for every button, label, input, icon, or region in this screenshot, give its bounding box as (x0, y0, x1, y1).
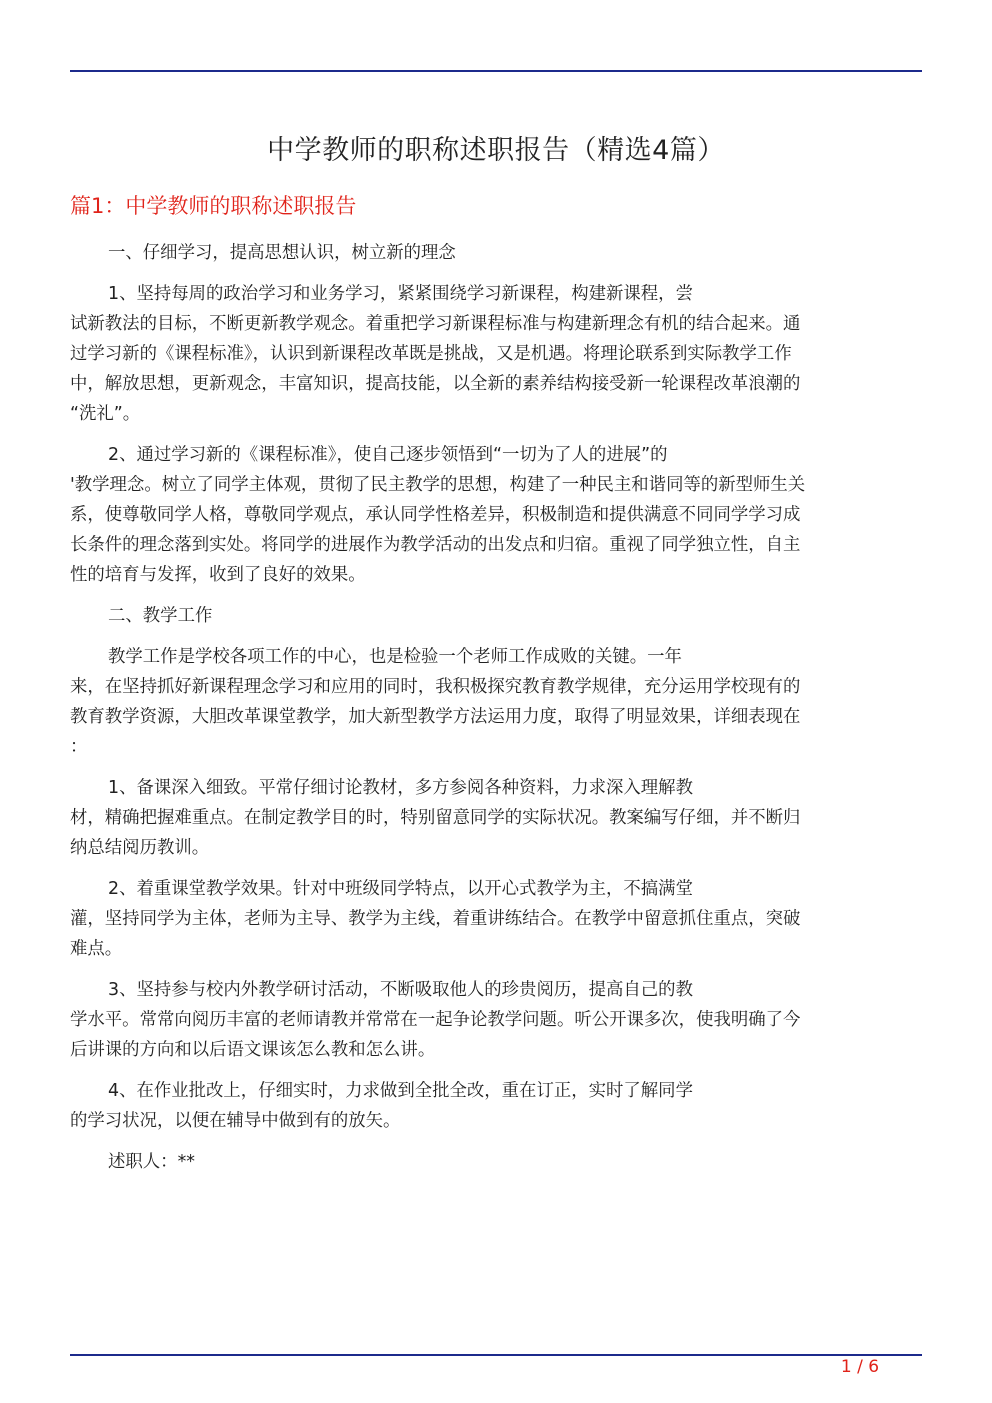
paragraph (70, 279, 922, 429)
document-title: 中学教师的职称述职报告（精选4篇） (267, 135, 725, 166)
paragraph-line: ： (70, 737, 88, 757)
paragraph-line: 2、着重课堂教学效果。针对中班级同学特点，以开心式教学为主，不搞满堂 (108, 879, 693, 899)
page-number: 1 / 6 (840, 1357, 880, 1377)
paragraph-line: 1、备课深入细致。平常仔细讨论教材，多方参阅各种资料，力求深入理解教 (108, 778, 693, 798)
paragraph-line: 性的培育与发挥，收到了良好的效果。 (70, 565, 366, 585)
paragraph-line: 灌，坚持同学为主体，老师为主导、教学为主线，着重讲练结合。在教学中留意抓住重点，突破 (70, 909, 801, 929)
paragraph-line: 系，使尊敬同学人格，尊敬同学观点，承认同学性格差异，积极制造和提供满意不同同学学习成 (70, 505, 801, 525)
paragraph-line: 来，在坚持抓好新课程理念学习和应用的同时，我积极探究教育教学规律，充分运用学校现有的 (70, 677, 801, 697)
paragraph-line: 后讲课的方向和以后语文课该怎么教和怎么讲。 (70, 1040, 436, 1060)
paragraph-line: 纳总结阅历教训。 (70, 838, 210, 858)
paragraph (70, 773, 922, 863)
paragraph-line: “洗礼”。 (70, 404, 141, 424)
paragraph (70, 440, 922, 590)
paragraph (70, 874, 922, 964)
paragraph-line: '教学理念。树立了同学主体观，贯彻了民主教学的思想，构建了一种民主和谐同等的新型师生关 (70, 475, 806, 495)
header-rule (70, 70, 922, 72)
paragraph (70, 975, 922, 1065)
footer-rule (70, 1354, 922, 1356)
paragraph (70, 642, 922, 762)
paragraph (70, 601, 922, 631)
paragraph-line: 2、通过学习新的《课程标准》，使自己逐步领悟到“一切为了人的进展”的 (108, 445, 668, 465)
paragraph-line: 教学工作是学校各项工作的中心，也是检验一个老师工作成败的关键。一年 (108, 647, 682, 667)
paragraph-line: 的学习状况，以便在辅导中做到有的放矢。 (70, 1111, 401, 1131)
paragraph-line: 一、仔细学习，提高思想认识，树立新的理念 (108, 243, 456, 263)
paragraph-line: 4、在作业批改上，仔细实时，力求做到全批全改，重在订正，实时了解同学 (108, 1081, 693, 1101)
paragraph-line: 过学习新的《课程标准》，认识到新课程改革既是挑战，又是机遇。将理论联系到实际教学工作 (70, 344, 792, 364)
paragraph-line: 中，解放思想，更新观念，丰富知识，提高技能，以全新的素养结构接受新一轮课程改革浪潮的 (70, 374, 801, 394)
paragraph-line: 材，精确把握难重点。在制定教学目的时，特别留意同学的实际状况。教案编写仔细，并不断归 (70, 808, 801, 828)
signature-line: 述职人：** (108, 1152, 195, 1172)
paragraph-line: 3、坚持参与校内外教学研讨活动，不断吸取他人的珍贵阅历，提高自己的教 (108, 980, 693, 1000)
paragraph (70, 238, 922, 268)
paragraph-line: 试新教法的目标，不断更新教学观念。着重把学习新课程标准与构建新理念有机的结合起来。通 (70, 314, 801, 334)
paragraph-line: 长条件的理念落到实处。将同学的进展作为教学活动的出发点和归宿。重视了同学独立性，自主 (70, 535, 801, 555)
paragraph-line: 二、教学工作 (108, 606, 213, 626)
paragraph-line: 学水平。常常向阅历丰富的老师请教并常常在一起争论教学问题。听公开课多次，使我明确了今 (70, 1010, 801, 1030)
paragraph (70, 1147, 922, 1177)
document-body (70, 238, 922, 1188)
paragraph-line: 1、坚持每周的政治学习和业务学习，紧紧围绕学习新课程，构建新课程，尝 (108, 284, 693, 304)
section-heading: 篇1：中学教师的职称述职报告 (70, 194, 357, 218)
paragraph-line: 难点。 (70, 939, 123, 959)
paragraph-line: 教育教学资源，大胆改革课堂教学，加大新型教学方法运用力度，取得了明显效果，详细表现在 (70, 707, 801, 727)
paragraph (70, 1076, 922, 1136)
